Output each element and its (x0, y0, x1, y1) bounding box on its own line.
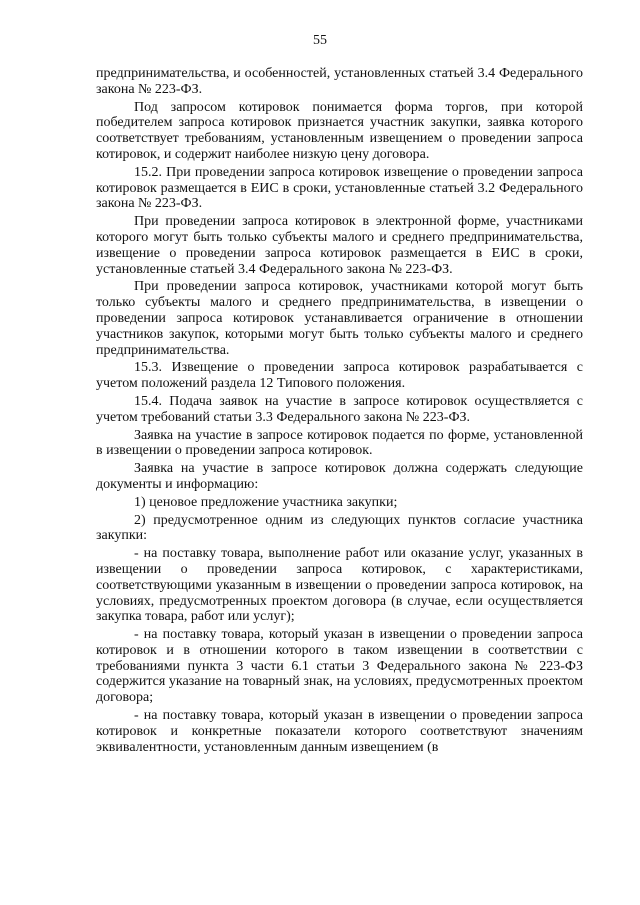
list-item: - на поставку товара, который указан в извещении о проведении запроса котировок и в отношении которого в таком извещении в соответствии с требованиями пункта 3 части 6.1 статьи 3 Федерального закона № 223-ФЗ содержится указание на товарный знак, на условиях, предусмотренных проектом договора; (96, 627, 583, 706)
paragraph: 15.4. Подача заявок на участие в запросе котировок осуществляется с учетом требований статьи 3.3 Федерального закона № 223-ФЗ. (96, 393, 583, 425)
paragraph: При проведении запроса котировок в электронной форме, участниками которого могут быть только субъекты малого и среднего предпринимательства, извещение о проведении запроса котировок размещается в ЕИС в сроки, установленные статьей 3.4 Федерального закона № 223-ФЗ. (96, 214, 583, 277)
paragraph: Под запросом котировок понимается форма торгов, при которой победителем запроса котировок признается участник закупки, заявка которого соответствует требованиям, установленным извещением о проведении запроса котировок, и содержит наиболее низкую цену договора. (96, 99, 583, 162)
page-number: 55 (313, 33, 327, 48)
paragraph: 15.2. При проведении запроса котировок извещение о проведении запроса котировок размещается в ЕИС в сроки, установленные статьей 3.2 Федерального закона № 223-ФЗ. (96, 164, 583, 212)
list-item: 2) предусмотренное одним из следующих пунктов согласие участника закупки: (96, 512, 583, 544)
document-body (96, 66, 583, 755)
paragraph: Заявка на участие в запросе котировок подается по форме, установленной в извещении о проведении запроса котировок. (96, 427, 583, 459)
paragraph: Заявка на участие в запросе котировок должна содержать следующие документы и информацию: (96, 461, 583, 492)
paragraph: При проведении запроса котировок, участниками которой могут быть только субъекты малого и среднего предпринимательства, в извещении о проведении запроса котировок устанавливается ограничение в отношении участников закупок, которыми могут быть только субъекты малого и среднего предпринимательства. (96, 279, 583, 358)
paragraph: 15.3. Извещение о проведении запроса котировок разрабатывается с учетом положений раздела 12 Типового положения. (96, 360, 583, 392)
list-item: 1) ценовое предложение участника закупки; (134, 494, 398, 510)
paragraph: предпринимательства, и особенностей, установленных статьей 3.4 Федерального закона № 223-ФЗ. (96, 66, 583, 97)
list-item: - на поставку товара, который указан в извещении о проведении запроса котировок и конкретные показатели которого соответствуют значениям эквивалентности, установленным данным извещением (в (96, 708, 583, 755)
list-item: - на поставку товара, выполнение работ или оказание услуг, указанных в извещении о проведении запроса котировок, с характеристиками, соответствующими указанным в извещении о проведении запроса котировок, на условиях, предусмотренных проектом договора (в случае, если осуществляется закупка товара, работ или услуг); (96, 546, 583, 625)
